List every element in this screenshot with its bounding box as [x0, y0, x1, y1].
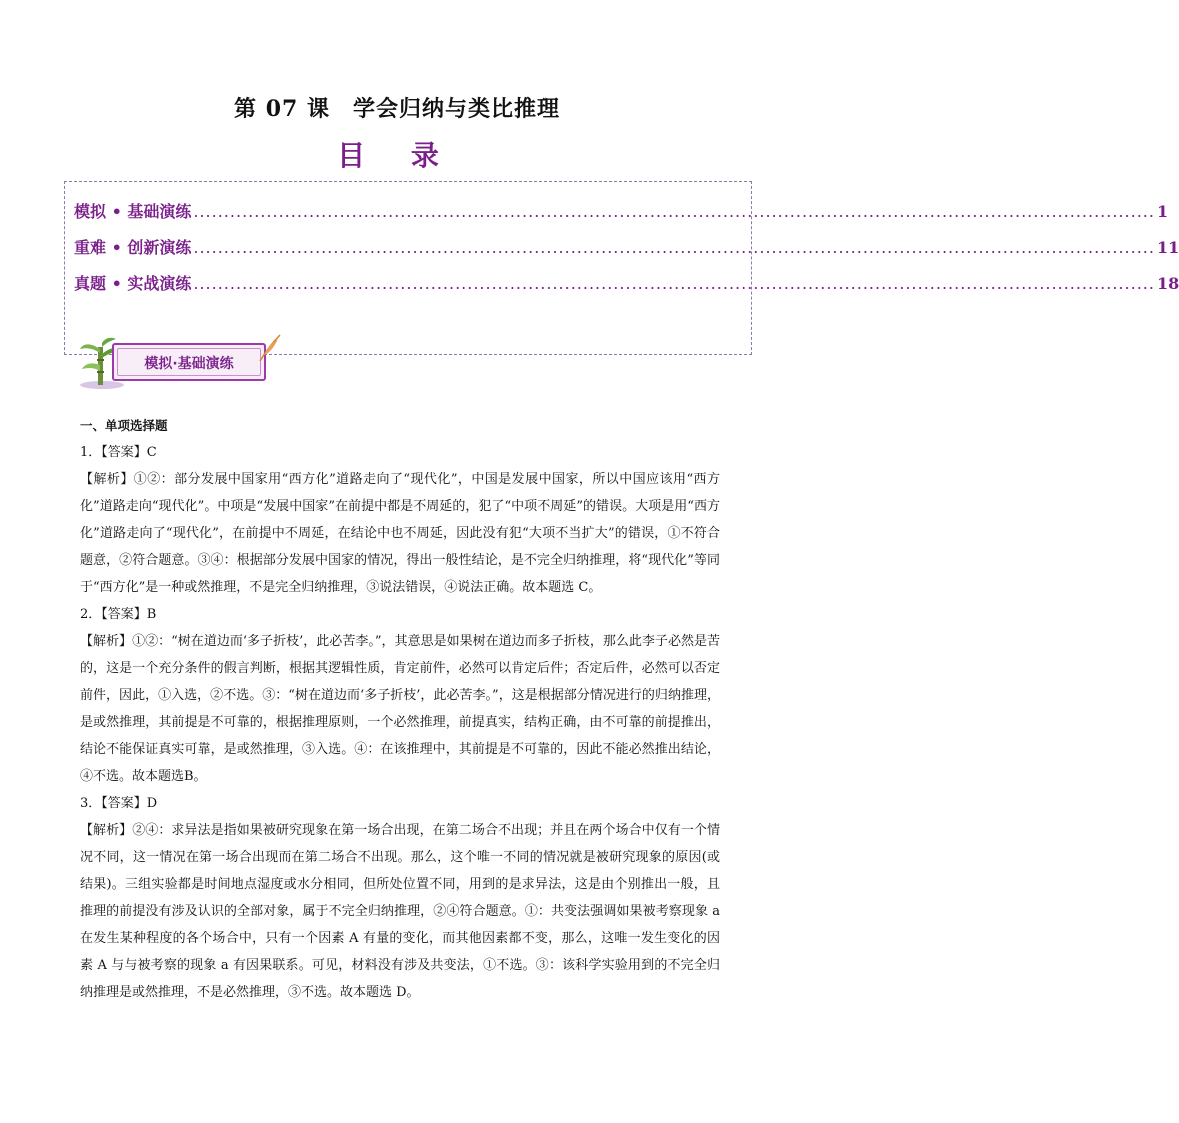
section-badge — [78, 333, 284, 391]
analysis-text: 【解析】②④：求异法是指如果被研究现象在第一场合出现，在第二场合不出现；并且在两个场合中仅有一个情况不同，这一情况在第一场合出现而在第二场合不出现。那么，这个唯一不同的情况就是被研究现象的原因(或结果)。三组实验都是时间地点湿度或水分相同，但所处位置不同，用到的是求异法，这是由个别推出一般，且推理的前提没有涉及认识的全部对象，属于不完全归纳推理，②④符合题意。①：共变法强调如果被考察现象 a 在发生某种程度的各个场合中，只有一个因素 A 有量的变化，而其他因素都不变，那么，这唯一发生变化的因素 A 与与被考察的现象 a 有因果联系。可见，材料没有涉及共变法，①不选。③：该科学实验用到的不完全归纳推理是或然推理，不是必然推理，③不选。故本题选 D。 — [80, 823, 720, 1000]
toc-leader-dots: .............................................................................................................................................................. — [193, 202, 1155, 221]
badge-frame — [112, 343, 266, 381]
toc-item-label: 模拟 • 基础演练 — [74, 202, 192, 221]
analysis-text: 【解析】①②：部分发展中国家用“西方化”道路走向了“现代化”，中国是发展中国家，所以中国应该用“西方化”道路走向“现代化”。中项是“发展中国家”在前提中都是不周延的，犯了“中项不周延”的错误。大项是用“西方化”道路走向了“现代化”，在前提中不周延，在结论中也不周延，因此没有犯“大项不当扩大”的错误，①不符合题意，②符合题意。③④：根据部分发展中国家的情况，得出一般性结论，是不完全归纳推理，将“现代化”等同于“西方化”是一种或然推理，不是完全归纳推理，③说法错误，④说法正确。故本题选 C。 — [80, 472, 720, 595]
answer-key: 【答案】D — [101, 796, 158, 811]
toc-item-page: 11 — [1156, 238, 1179, 257]
toc-item-basic[interactable] — [74, 199, 1169, 222]
toc-leader-dots: .............................................................................................................................................................. — [193, 274, 1155, 293]
toc-item-page: 18 — [1156, 274, 1179, 293]
badge-label: 模拟·基础演练 — [144, 356, 234, 372]
question-number: 3． — [80, 796, 102, 811]
toc-leader-dots: .............................................................................................................................................................. — [193, 238, 1155, 257]
toc-item-exam[interactable] — [74, 271, 1179, 294]
answer-heading — [80, 601, 720, 628]
answer-heading — [80, 790, 720, 817]
toc-item-advanced[interactable] — [74, 235, 1179, 258]
question-number: 2． — [80, 607, 102, 622]
toc-item-page: 1 — [1156, 202, 1169, 221]
answer-key: 【答案】B — [101, 607, 157, 622]
toc-heading: 目 录 — [337, 139, 457, 172]
answer-heading — [80, 439, 720, 466]
analysis-text: 【解析】①②：“树在道边而‘多子折枝’，此必苦李。”，其意思是如果树在道边而多子折枝，那么此李子必然是苦的，这是一个充分条件的假言判断，根据其逻辑性质，肯定前件，必然可以肯定后件；否定后件，必然可以否定前件，因此，①入选，②不选。③：“树在道边而‘多子折枝’，此必苦李。”，这是根据部分情况进行的归纳推理，是或然推理，其前提是不可靠的，根据推理原则，一个必然推理，前提真实，结构正确，由不可靠的前提推出，结论不能保证真实可靠，是或然推理，③入选。④：在该推理中，其前提是不可靠的，因此不能必然推出结论，④不选。故本题选B。 — [80, 634, 720, 784]
section-title: 一、单项选择题 — [80, 418, 168, 433]
toc-item-label: 重难 • 创新演练 — [74, 238, 192, 257]
answer-key: 【答案】C — [101, 445, 157, 460]
toc-item-label: 真题 • 实战演练 — [74, 274, 192, 293]
table-of-contents — [64, 181, 1179, 355]
answer-content — [80, 412, 720, 1006]
lesson-title: 第 07 课 学会归纳与类比推理 — [234, 96, 560, 122]
question-number: 1． — [80, 445, 102, 460]
